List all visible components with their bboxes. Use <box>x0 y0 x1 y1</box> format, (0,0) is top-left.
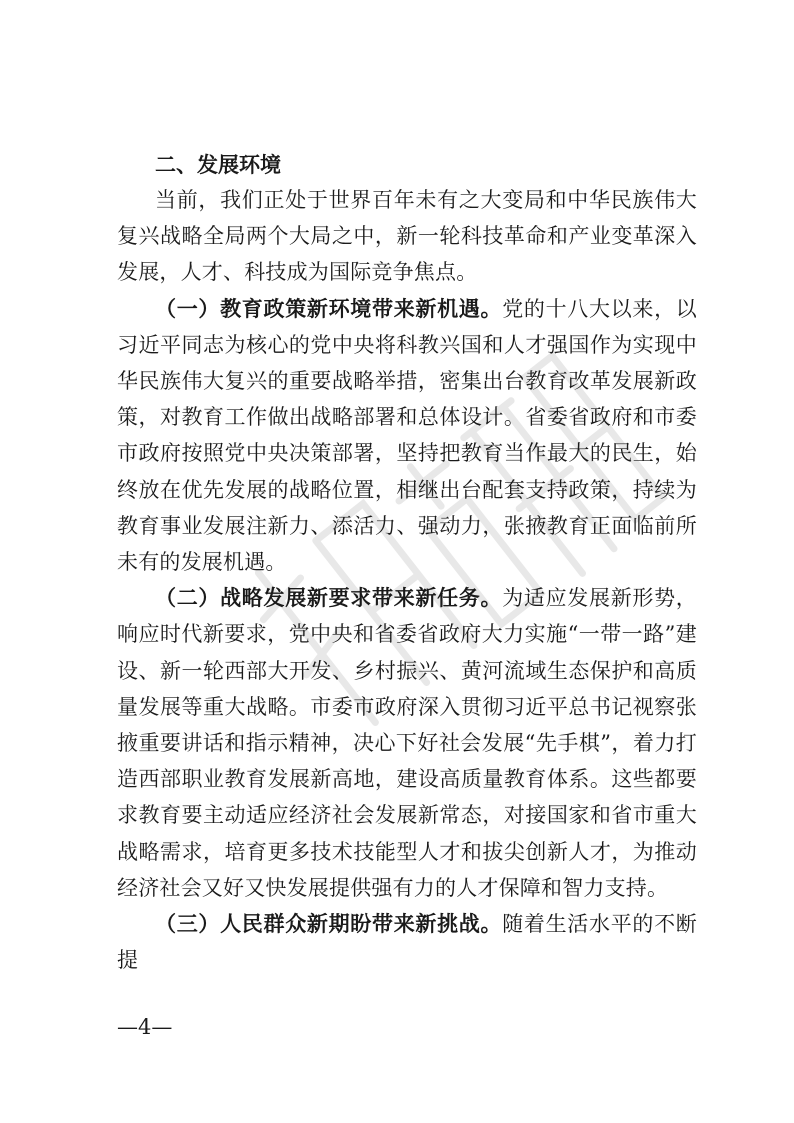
paragraph-opportunities: （一）教育政策新环境带来新机遇。党的十八大以来，以习近平同志为核心的党中央将科教兴国和人才强国作为实现中华民族伟大复兴的重要战略举措，密集出台教育改革发展新政策，对教育工作做出战略部署和总体设计。省委省政府和市委市政府按照党中央决策部署，坚持把教育当作最大的民生，始终放在优先发展的战略位置，相继出台配套支持政策，持续为教育事业发展注新力、添活力、强动力，张掖教育正面临前所未有的发展机遇。 <box>117 296 697 575</box>
paragraph-tasks: （二）战略发展新要求带来新任务。为适应发展新形势，响应时代新要求，党中央和省委省政府大力实施“一带一路”建设、新一轮西部大开发、乡村振兴、黄河流域生态保护和高质量发展等重大战略。市委市政府深入贯彻习近平总书记视察张掖重要讲话和指示精神，决心下好社会发展“先手棋”，着力打造西部职业教育发展新高地，建设高质量教育体系。这些都要求教育要主动适应经济社会发展新常态，对接国家和省市重大战略需求，培育更多技术技能型人才和拔尖创新人才，为推动经济社会又好又快发展提供强有力的人才保障和智力支持。 <box>117 586 697 900</box>
paragraph-lead: （三）人民群众新期盼带来新挑战。 <box>155 912 503 937</box>
paragraph-context: 当前，我们正处于世界百年未有之大变局和中华民族伟大复兴战略全局两个大局之中，新一轮科技革命和产业变革深入发展，人才、科技成为国际竞争焦点。 <box>117 188 697 285</box>
paragraph-challenges: （三）人民群众新期盼带来新挑战。随着生活水平的不断提 <box>117 912 697 973</box>
section-heading: 二、发展环境 <box>155 153 281 177</box>
document-body <box>117 148 697 978</box>
paragraph-lead: （一）教育政策新环境带来新机遇。 <box>155 296 503 321</box>
paragraph-lead: （二）战略发展新要求带来新任务。 <box>155 586 503 611</box>
page-number: —4— <box>117 1015 173 1039</box>
